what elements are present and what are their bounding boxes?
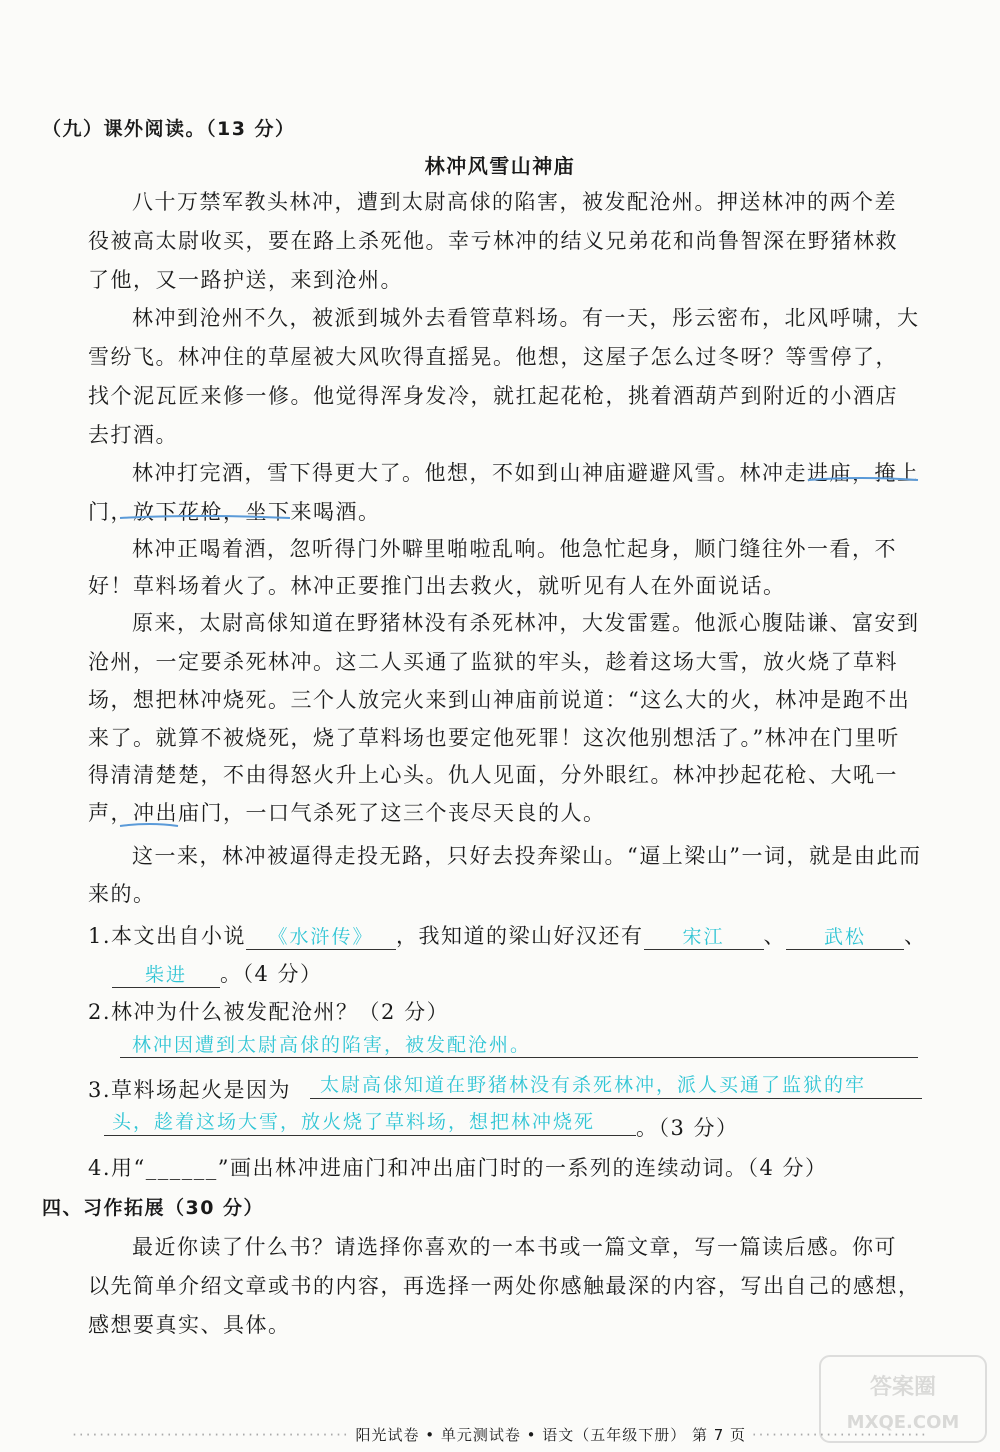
q1-book-answer-text: 《水浒传》	[268, 926, 374, 948]
q2-answer-line	[120, 1057, 918, 1058]
watermark-line1: 答案圈	[869, 1375, 937, 1400]
question-4: 4.用“______”画出林冲进庙门和冲出庙门时的一系列的连续动词。（4 分）	[88, 1156, 828, 1180]
passage-line: 好！草料场着火了。林冲正要推门出去救火，就听见有人在外面说话。	[88, 574, 786, 598]
passage-line: 雪纷飞。林冲住的草屋被大风吹得直摇晃。他想，这屋子怎么过冬呀？等雪停了，	[88, 345, 898, 369]
q1-hero3-text: 柴进	[144, 964, 187, 986]
passage-line: 林冲正喝着酒，忽听得门外噼里啪啦乱响。他急忙起身，顺门缝往外一看，不	[132, 537, 897, 561]
q1-hero1-answer[interactable]	[644, 922, 764, 950]
q3-answer-line1[interactable]: 太尉高俅知道在野猪林没有杀死林冲，派人买通了监狱的牢	[320, 1074, 867, 1096]
q3-answer-rule2	[104, 1135, 636, 1136]
passage-line: 林冲到沧州不久，被派到城外去看管草料场。有一天，彤云密布，北风呼啸，大	[132, 306, 920, 330]
q1-hero2-text: 武松	[824, 926, 867, 948]
passage-line: 来了。就算不被烧死，烧了草料场也要定他死罪！这次他别想活了。”林冲在门里听	[88, 726, 900, 750]
footer-text: 阳光试卷 • 单元测试卷 • 语文（五年级下册） 第 7 页	[355, 1426, 747, 1444]
passage-line: 八十万禁军教头林冲，遭到太尉高俅的陷害，被发配沧州。押送林冲的两个差	[132, 190, 897, 214]
q1-sep: 、	[763, 924, 787, 948]
pen-underline	[120, 516, 290, 518]
passage-line: 沧州，一定要杀死林冲。这二人买通了监狱的牢头，趁着这场大雪，放火烧了草料	[88, 650, 898, 674]
passage-line: 得清清楚楚，不由得怒火升上心头。仇人见面，分外眼红。林冲抄起花枪、大吼一	[88, 763, 898, 787]
watermark-line2: MXQE.COM	[846, 1412, 960, 1433]
question-1-cont	[112, 958, 323, 988]
essay-prompt-line: 最近你读了什么书？请选择你喜欢的一本书或一篇文章，写一篇读后感。你可	[132, 1235, 897, 1259]
footer-dots-left: ·········································	[72, 1426, 350, 1444]
question-3-prefix: 3.草料场起火是因为	[88, 1078, 292, 1102]
section9-heading: （九）课外阅读。（13 分）	[42, 118, 296, 140]
q1-mid: ，我知道的梁山好汉还有	[396, 924, 644, 948]
q1-hero1-text: 宋江	[682, 926, 725, 948]
essay-prompt-line: 感想要真实、具体。	[88, 1313, 291, 1337]
q1-book-answer[interactable]	[246, 922, 396, 950]
passage-line: 场，想把林冲烧死。三个人放完火来到山神庙前说道：“这么大的火，林冲是跑不出	[88, 688, 911, 712]
q1-hero2-answer[interactable]	[786, 922, 904, 950]
passage-line: 了他，又一路护送，来到沧州。	[88, 268, 403, 292]
q3-answer-line2[interactable]: 头，趁着这场大雪，放火烧了草料场，想把林冲烧死	[112, 1111, 596, 1133]
passage-line: 找个泥瓦匠来修一修。他觉得浑身发冷，就扛起花枪，挑着酒葫芦到附近的小酒店	[88, 384, 898, 408]
essay-prompt-line: 以先简单介绍文章或书的内容，再选择一两处你感触最深的内容，写出自己的感想，	[88, 1274, 921, 1298]
q1-sep2: 、	[904, 924, 927, 948]
passage-line: 林冲打完酒，雪下得更大了。他想，不如到山神庙避避风雪。林冲走进庙，掩上	[132, 461, 920, 485]
q3-answer-rule1	[310, 1098, 922, 1099]
q1-prefix: 1.本文出自小说	[88, 924, 247, 948]
passage-line: 役被高太尉收买，要在路上杀死他。幸亏林冲的结义兄弟花和尚鲁智深在野猪林救	[88, 229, 898, 253]
section4-heading: 四、习作拓展（30 分）	[42, 1197, 265, 1219]
q2-answer[interactable]: 林冲因遭到太尉高俅的陷害，被发配沧州。	[132, 1034, 532, 1056]
question-1	[88, 920, 927, 950]
passage-line: 声，冲出庙门，一口气杀死了这三个丧尽天良的人。	[88, 801, 606, 825]
passage-line: 原来，太尉高俅知道在野猪林没有杀死林冲，大发雷霆。他派心腹陆谦、富安到	[132, 611, 920, 635]
passage-line: 来的。	[88, 882, 156, 906]
footer-dots-right: ··························	[751, 1426, 928, 1444]
q3-suffix: 。（3 分）	[636, 1116, 739, 1140]
passage-line: 门，放下花枪，坐下来喝酒。	[88, 500, 381, 524]
passage-line: 这一来，林冲被逼得走投无路，只好去投奔梁山。“逼上梁山”一词，就是由此而	[132, 844, 922, 868]
pen-underline	[120, 824, 178, 826]
story-title: 林冲风雪山神庙	[424, 154, 576, 178]
pen-underline	[808, 478, 918, 480]
question-2: 2.林冲为什么被发配沧州？（2 分）	[88, 1000, 450, 1024]
q1-hero3-answer[interactable]	[112, 960, 220, 988]
q1-suffix: 。（4 分）	[220, 962, 323, 986]
passage-line: 去打酒。	[88, 423, 178, 447]
watermark-logo	[818, 1354, 988, 1444]
